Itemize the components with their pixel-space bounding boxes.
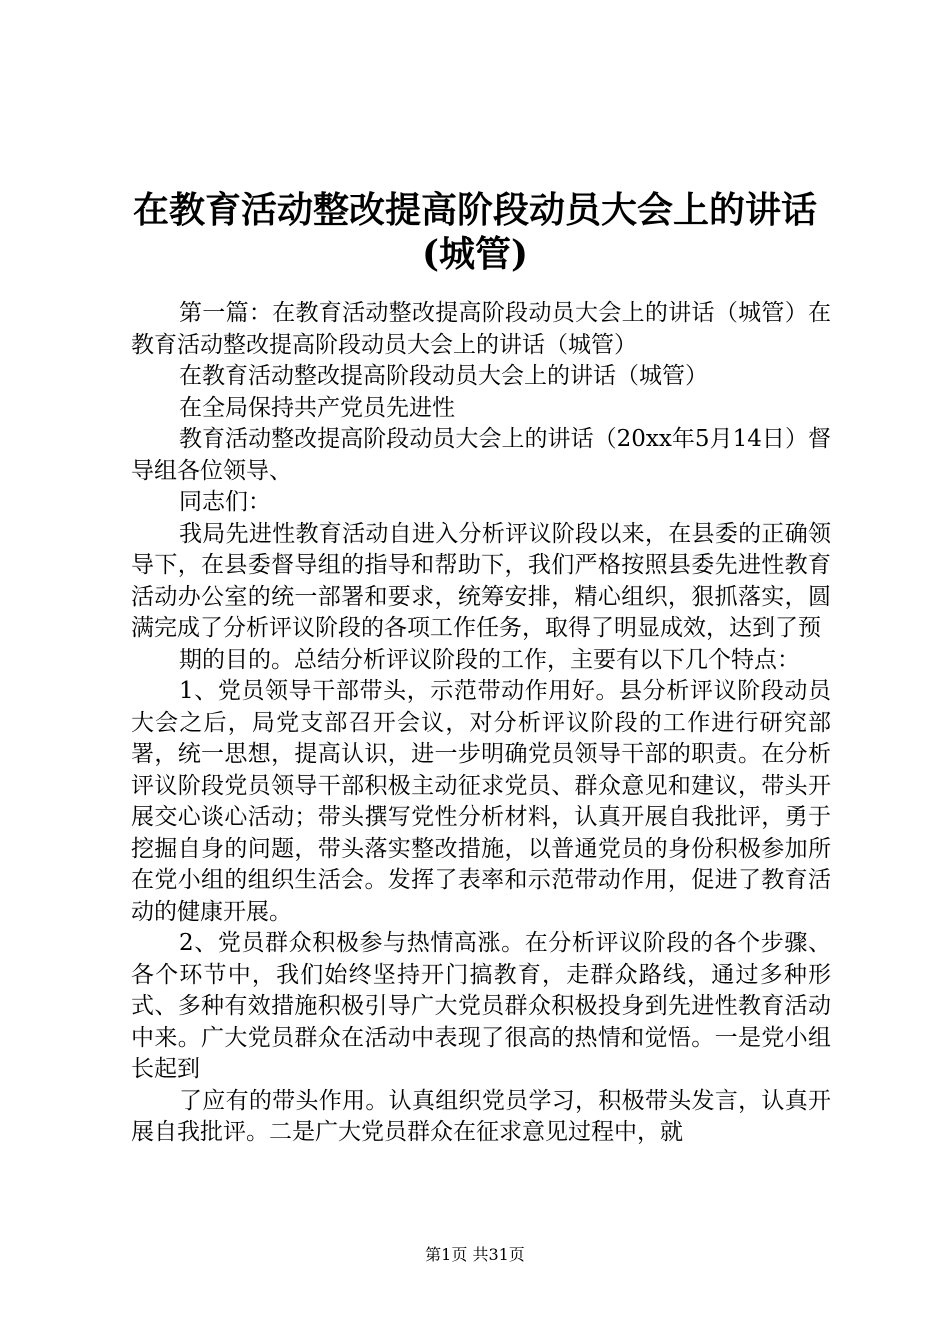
paragraph: 了应有的带头作用。认真组织党员学习，积极带头发言，认真开展自我批评。二是广大党员群众在征求意见过程中，就 [131, 1087, 831, 1145]
paragraph: 期的目的。总结分析评议阶段的工作，主要有以下几个特点： [179, 646, 800, 673]
paragraph: 1、党员领导干部带头，示范带动作用好。县分析评议阶段动员大会之后，局党支部召开会议，对分析评议阶段的工作进行研究部署，统一思想，提高认识，进一步明确党员领导干部的职责。在分析评议阶段党员领导干部积极主动征求党员、群众意见和建议，带头开展交心谈心活动；带头撰写党性分析材料，认真开展自我批评，勇于挖掘自身的问题，带头落实整改措施，以普通党员的身份积极参加所在党小组的组织生活会。发挥了表率和示范带动作用，促进了教育活动的健康开展。 [131, 678, 831, 925]
paragraph: 同志们： [179, 489, 271, 515]
document-body [131, 298, 831, 1149]
document-title: 在教育活动整改提高阶段动员大会上的讲话 [132, 189, 817, 231]
document-title-subtitle: (城管) [421, 233, 529, 275]
paragraph: 在全局保持共产党员先进性 [179, 394, 455, 421]
paragraph: 2、党员群众积极参与热情高涨。在分析评议阶段的各个步骤、各个环节中，我们始终坚持开门搞教育，走群众路线，通过多种形式、多种有效措施积极引导广大党员群众积极投身到先进性教育活动中来。广大党员群众在活动中表现了很高的热情和觉悟。一是党小组长起到 [131, 930, 831, 1082]
paragraph: 我局先进性教育活动自进入分析评议阶段以来，在县委的正确领导下，在县委督导组的指导和帮助下，我们严格按照县委先进性教育活动办公室的统一部署和要求，统筹安排，精心组织，狠抓落实，圆满完成了分析评议阶段的各项工作任务，取得了明显成效，达到了预 [131, 520, 831, 641]
paragraph: 在教育活动整改提高阶段动员大会上的讲话（城管） [179, 363, 708, 389]
paragraph: 教育活动整改提高阶段动员大会上的讲话（20xx年5月14日）督导组各位领导、 [131, 426, 831, 484]
paragraph: 第一篇：在教育活动整改提高阶段动员大会上的讲话（城管）在教育活动整改提高阶段动员大会上的讲话（城管） [131, 300, 831, 358]
page-footer: 第1页 共31页 [425, 1245, 525, 1264]
